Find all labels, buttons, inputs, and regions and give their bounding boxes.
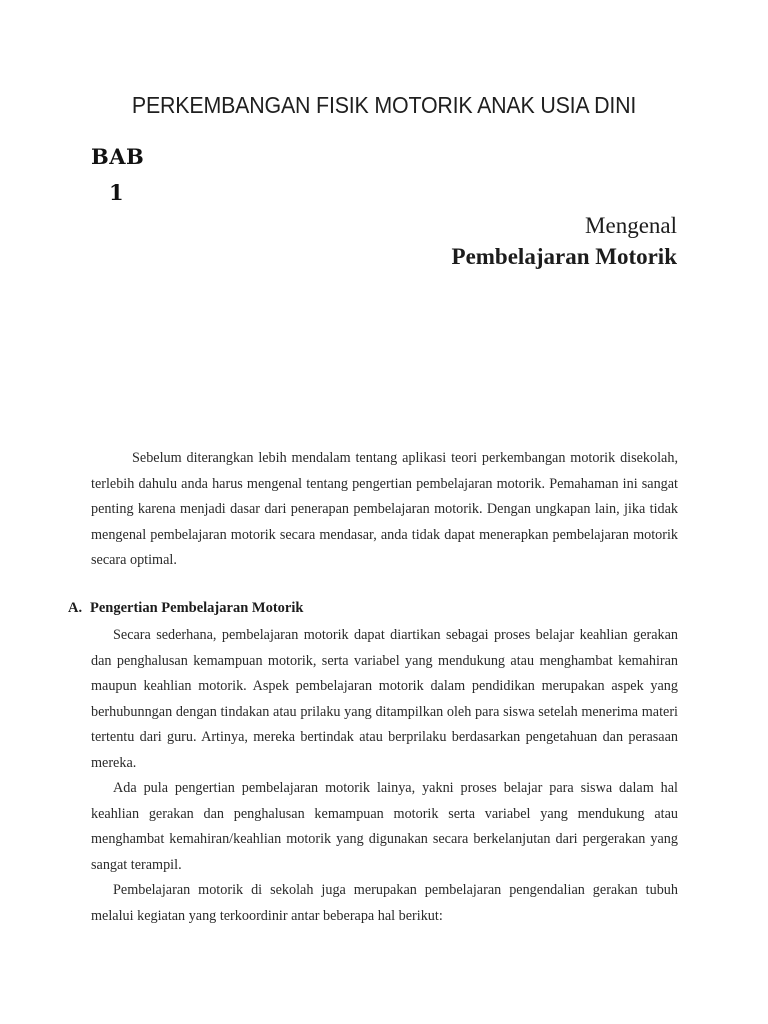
section-heading-text: Pengertian Pembelajaran Motorik [90,600,304,616]
intro-paragraph: Sebelum diterangkan lebih mendalam tentang aplikasi teori perkembangan motorik disekolah, terlebih dahulu anda harus mengenal tentang pengertian pembelajaran motorik. Pemahaman ini sangat penting karena menjadi dasar dari penerapan pembelajaran motorik. Dengan ungkapan lain, jika tidak mengenal pembelajaran motorik secara mendasar, anda tidak dapat menerapkan pembelajaran motorik secara optimal. [91,450,678,568]
section-paragraph: Ada pula pengertian pembelajaran motorik lainya, yakni proses belajar para siswa dalam hal keahlian gerakan dan penghalusan kemampuan motorik serta variabel yang mendukung atau menghambat kemahiran/keahlian motorik yang digunakan secara berkelanjutan dari pergerakan yang sangat terampil. [91,780,678,873]
intro-section [91,446,678,574]
section-marker: A. [68,600,83,616]
chapter-label: BAB [91,144,145,169]
chapter-title-line1: Mengenal [585,213,677,238]
chapter-title-line2: Pembelajaran Motorik [451,244,677,269]
section-body [91,623,678,929]
chapter-number: 1 [109,180,124,205]
chapter-title [452,210,677,272]
section-paragraph: Secara sederhana, pembelajaran motorik dapat diartikan sebagai proses belajar keahlian gerakan dan penghalusan kemampuan motorik, serta variabel yang mendukung atau menghambat kemahiran maupun keahlian motorik. Aspek pembelajaran motorik dalam pendidikan merupakan aspek yang berhubunngan dengan tindakan atau prilaku yang ditampilkan oleh para siswa setelah menerima materi tertentu dari guru. Artinya, mereka bertindak atau berprilaku berdasarkan pengetahuan dan perasaan mereka. [91,627,678,771]
section-heading [68,600,303,617]
book-title: PERKEMBANGAN FISIK MOTORIK ANAK USIA DINI [131,92,637,118]
section-paragraph: Pembelajaran motorik di sekolah juga merupakan pembelajaran pengendalian gerakan tubuh melalui kegiatan yang terkoordinir antar beberapa hal berikut: [91,882,678,924]
